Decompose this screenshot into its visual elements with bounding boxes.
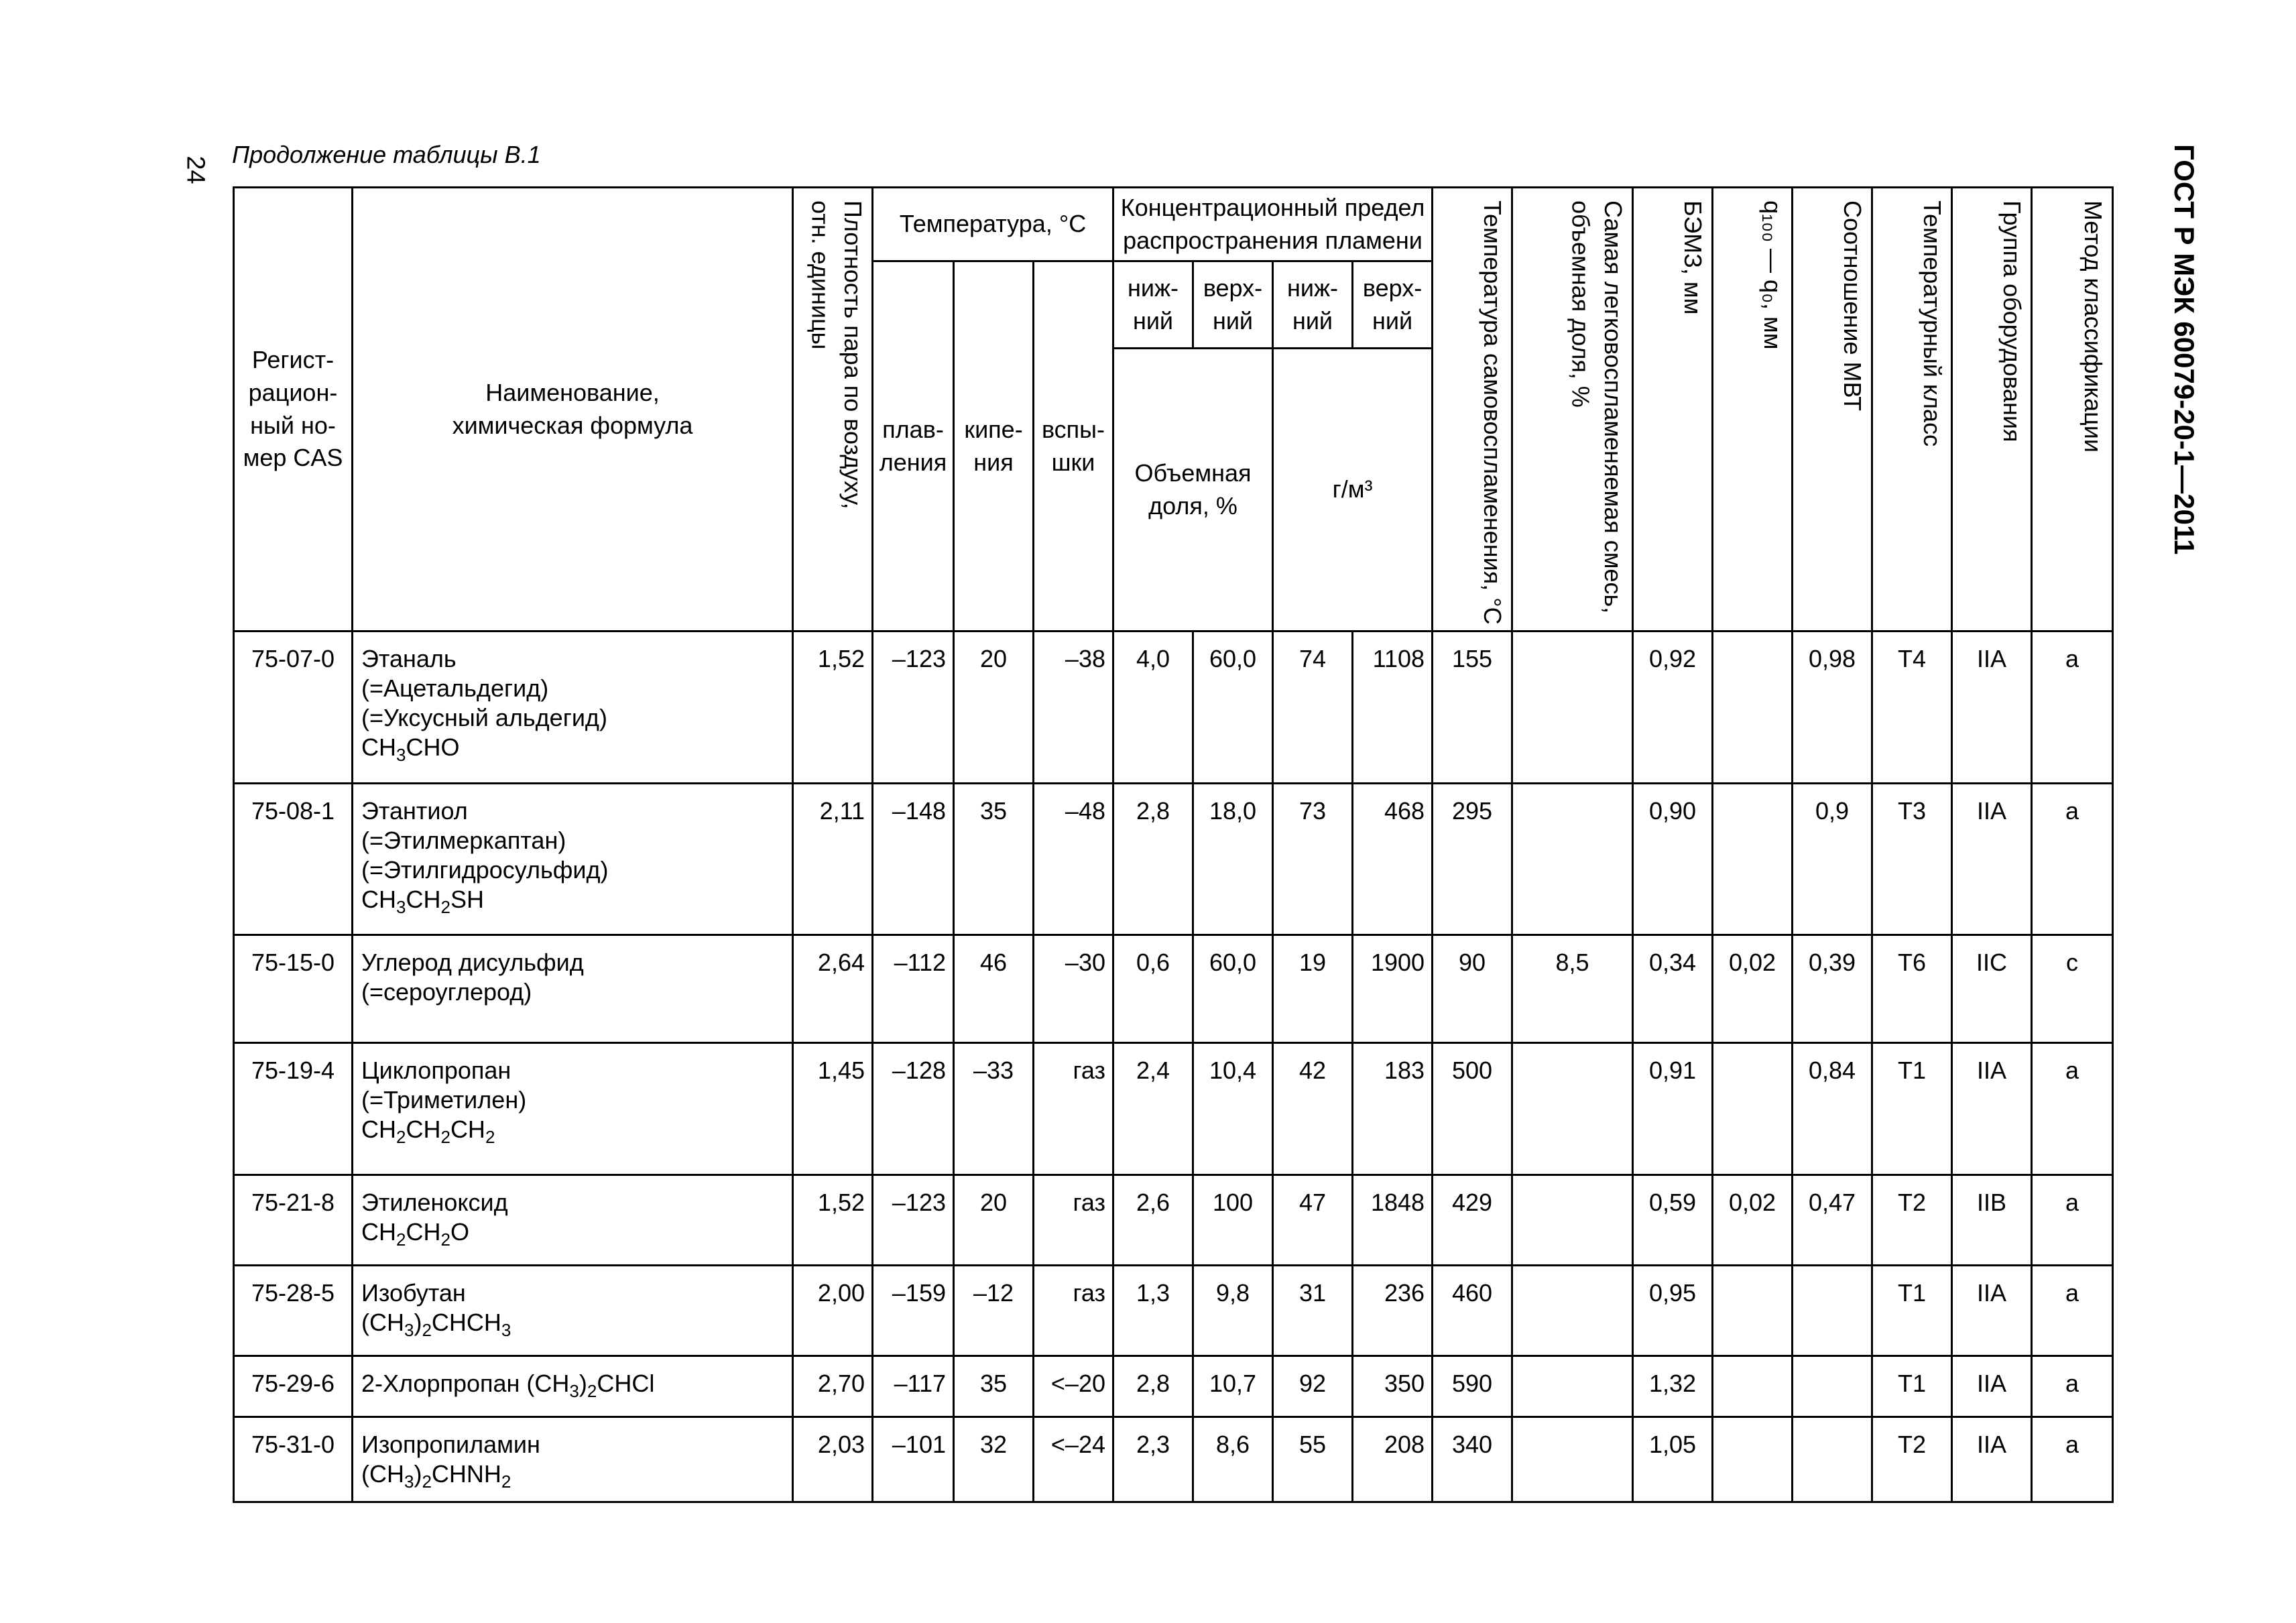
cell-lg: 74	[1273, 632, 1353, 784]
cell-ug: 183	[1353, 1043, 1433, 1175]
cell-density: 1,52	[793, 1175, 873, 1266]
cell-method: a	[2032, 1043, 2113, 1175]
cell-lg: 31	[1273, 1266, 1353, 1356]
cas-number: 75-21-8	[234, 1175, 353, 1266]
cell-melt: –123	[873, 632, 954, 784]
cell-bemz: 0,59	[1633, 1175, 1713, 1266]
cell-boil: 20	[954, 1175, 1034, 1266]
cas-number: 75-31-0	[234, 1417, 353, 1502]
cell-melt: –117	[873, 1356, 954, 1417]
cell-lg: 55	[1273, 1417, 1353, 1502]
cell-mvt: 0,84	[1793, 1043, 1872, 1175]
cell-bemz: 0,92	[1633, 632, 1713, 784]
cell-lvol: 4,0	[1113, 632, 1193, 784]
cell-auto: 460	[1433, 1266, 1512, 1356]
substance-name	[353, 1175, 793, 1266]
header-name: Наименование, химическая формула	[353, 188, 793, 632]
cell-lvol: 2,3	[1113, 1417, 1193, 1502]
cell-mix: 8,5	[1512, 935, 1633, 1043]
cell-qd	[1713, 1043, 1793, 1175]
cell-flash: –38	[1034, 632, 1113, 784]
cell-melt: –128	[873, 1043, 954, 1175]
cell-mix	[1512, 784, 1633, 935]
cell-lvol: 2,6	[1113, 1175, 1193, 1266]
header-boiling: кипе- ния	[954, 261, 1034, 632]
table-row	[234, 1175, 2113, 1266]
cell-method: a	[2032, 1266, 2113, 1356]
cell-bemz: 0,91	[1633, 1043, 1713, 1175]
substance-name	[353, 784, 793, 935]
cell-mix	[1512, 1043, 1633, 1175]
cell-mix	[1512, 1417, 1633, 1502]
cas-number: 75-07-0	[234, 632, 353, 784]
chemical-formula: $(CH_3)_2CHNH_2$	[361, 1460, 511, 1492]
header-upper-vol: верх- ний	[1193, 261, 1273, 349]
name-line: Этаналь	[361, 645, 457, 672]
data-table	[233, 186, 2114, 1503]
header-gm3: г/м³	[1273, 349, 1433, 632]
header-density: Плотность пара по воздуху, отн. единицы	[793, 188, 873, 632]
document-title	[2168, 144, 2208, 613]
cell-qd	[1713, 1417, 1793, 1502]
cell-qd	[1713, 1266, 1793, 1356]
table-row	[234, 1356, 2113, 1417]
cell-bemz: 0,90	[1633, 784, 1713, 935]
header-upper-g: верх- ний	[1353, 261, 1433, 349]
cas-number: 75-08-1	[234, 784, 353, 935]
cell-mvt	[1793, 1356, 1872, 1417]
cell-melt: –159	[873, 1266, 954, 1356]
header-bemz: БЭМЗ, мм	[1633, 188, 1713, 632]
cell-melt: –101	[873, 1417, 954, 1502]
cell-mix	[1512, 1356, 1633, 1417]
cell-uvol: 10,4	[1193, 1043, 1273, 1175]
cell-flash: <–24	[1034, 1417, 1113, 1502]
cell-flash: –30	[1034, 935, 1113, 1043]
cell-lvol: 2,8	[1113, 784, 1193, 935]
cell-mvt: 0,47	[1793, 1175, 1872, 1266]
substance-name	[353, 1043, 793, 1175]
name-line: (=Ацетальдегид)	[361, 674, 549, 702]
cell-mvt: 0,98	[1793, 632, 1872, 784]
cell-lg: 19	[1273, 935, 1353, 1043]
chemical-formula: $CH_3CH_2SH$	[361, 886, 484, 918]
cell-flash: газ	[1034, 1043, 1113, 1175]
cell-bemz: 0,34	[1633, 935, 1713, 1043]
cell-density: 1,45	[793, 1043, 873, 1175]
document-title-text: ГОСТ Р МЭК 60079-20-1—2011	[2169, 144, 2200, 555]
cell-melt: –148	[873, 784, 954, 935]
cell-boil: 46	[954, 935, 1034, 1043]
cell-mvt: 0,9	[1793, 784, 1872, 935]
cell-mvt	[1793, 1266, 1872, 1356]
header-lower-g: ниж- ний	[1273, 261, 1353, 349]
cas-number: 75-15-0	[234, 935, 353, 1043]
cell-ug: 208	[1353, 1417, 1433, 1502]
table-caption: Продолжение таблицы В.1	[232, 141, 541, 168]
header-volume-fraction: Объемная доля, %	[1113, 349, 1273, 632]
cell-qd: 0,02	[1713, 935, 1793, 1043]
cell-density: 2,64	[793, 935, 873, 1043]
cell-density: 2,03	[793, 1417, 873, 1502]
cell-lvol: 0,6	[1113, 935, 1193, 1043]
name-line: (=Уксусный альдегид)	[361, 704, 607, 731]
name-line: (=Триметилен)	[361, 1086, 527, 1114]
cas-number: 75-19-4	[234, 1043, 353, 1175]
cell-lvol: 2,4	[1113, 1043, 1193, 1175]
name-line: Углерод дисульфид	[361, 949, 584, 976]
cell-boil: 32	[954, 1417, 1034, 1502]
cell-qd	[1713, 1356, 1793, 1417]
cell-tclass: Т6	[1872, 935, 1952, 1043]
cell-uvol: 10,7	[1193, 1356, 1273, 1417]
header-melting: плав- ления	[873, 261, 954, 632]
cas-number: 75-28-5	[234, 1266, 353, 1356]
table-row	[234, 1417, 2113, 1502]
cell-flash: газ	[1034, 1175, 1113, 1266]
substance-name	[353, 1266, 793, 1356]
cell-method: a	[2032, 1356, 2113, 1417]
cell-method: c	[2032, 935, 2113, 1043]
cell-qd	[1713, 784, 1793, 935]
header-temp-class: Температурный класс	[1872, 188, 1952, 632]
cell-uvol: 60,0	[1193, 632, 1273, 784]
cell-method: a	[2032, 1175, 2113, 1266]
cell-group: IIA	[1952, 632, 2032, 784]
cell-lg: 42	[1273, 1043, 1353, 1175]
cell-ug: 350	[1353, 1356, 1433, 1417]
cell-method: a	[2032, 784, 2113, 935]
cell-tclass: Т3	[1872, 784, 1952, 935]
substance-name	[353, 632, 793, 784]
cell-auto: 90	[1433, 935, 1512, 1043]
cell-density: 1,52	[793, 632, 873, 784]
page-number: 24	[181, 156, 210, 184]
header-temperature: Температура, °С	[873, 188, 1113, 261]
cell-uvol: 60,0	[1193, 935, 1273, 1043]
header-equip-group: Группа оборудования	[1952, 188, 2032, 632]
cell-mix	[1512, 1266, 1633, 1356]
cell-group: IIB	[1952, 1175, 2032, 1266]
cell-auto: 429	[1433, 1175, 1512, 1266]
table-row	[234, 784, 2113, 935]
header-q-diff: q₁₀₀ — q₀, мм	[1713, 188, 1793, 632]
cell-tclass: Т2	[1872, 1417, 1952, 1502]
cas-number: 75-29-6	[234, 1356, 353, 1417]
name-line: 2-Хлорпропан $(CH_3)_2CHCl$	[361, 1370, 655, 1402]
cell-tclass: Т1	[1872, 1043, 1952, 1175]
chemical-formula: $(CH_3)_2CHCH_3$	[361, 1309, 511, 1341]
cell-mix	[1512, 1175, 1633, 1266]
cell-auto: 295	[1433, 784, 1512, 935]
substance-name	[353, 935, 793, 1043]
name-line: Этиленоксид	[361, 1189, 508, 1216]
cell-tclass: Т1	[1872, 1266, 1952, 1356]
cell-lvol: 2,8	[1113, 1356, 1193, 1417]
name-line: Циклопропан	[361, 1057, 511, 1084]
table-row	[234, 1266, 2113, 1356]
substance-name	[353, 1356, 793, 1417]
cell-group: IIC	[1952, 935, 2032, 1043]
header-autoignition: Температура самовоспламенения, °С	[1433, 188, 1512, 632]
cell-tclass: Т4	[1872, 632, 1952, 784]
cell-tclass: Т2	[1872, 1175, 1952, 1266]
header-method: Метод классификации	[2032, 188, 2113, 632]
cell-lg: 92	[1273, 1356, 1353, 1417]
cell-uvol: 8,6	[1193, 1417, 1273, 1502]
cell-qd: 0,02	[1713, 1175, 1793, 1266]
substance-name	[353, 1417, 793, 1502]
cell-melt: –112	[873, 935, 954, 1043]
cell-boil: –33	[954, 1043, 1034, 1175]
cell-auto: 590	[1433, 1356, 1512, 1417]
name-line: Изобутан	[361, 1279, 466, 1307]
header-mixture: Самая легковоспламеняемая смесь, объемная доля, %	[1512, 188, 1633, 632]
table-header	[234, 188, 2113, 632]
cell-bemz: 0,95	[1633, 1266, 1713, 1356]
chemical-formula: $CH_3CHO$	[361, 733, 460, 766]
table-row	[234, 1043, 2113, 1175]
header-conc-limit: Концентрационный предел распространения пламени	[1113, 188, 1433, 261]
cell-group: IIA	[1952, 1356, 2032, 1417]
cell-boil: 20	[954, 632, 1034, 784]
name-line: (=сероуглерод)	[361, 978, 532, 1006]
name-line: (=Этилмеркаптан)	[361, 827, 566, 854]
cell-flash: газ	[1034, 1266, 1113, 1356]
cell-auto: 500	[1433, 1043, 1512, 1175]
cell-mix	[1512, 632, 1633, 784]
cell-uvol: 100	[1193, 1175, 1273, 1266]
cell-ug: 1900	[1353, 935, 1433, 1043]
table-row	[234, 935, 2113, 1043]
header-cas: Регист- рацион- ный но- мер CAS	[234, 188, 353, 632]
table-body	[234, 632, 2113, 1502]
table-row	[234, 632, 2113, 784]
header-flash: вспы- шки	[1034, 261, 1113, 632]
header-mvt: Соотношение МВТ	[1793, 188, 1872, 632]
cell-density: 2,11	[793, 784, 873, 935]
cell-method: a	[2032, 1417, 2113, 1502]
cell-uvol: 9,8	[1193, 1266, 1273, 1356]
cell-bemz: 1,32	[1633, 1356, 1713, 1417]
cell-lvol: 1,3	[1113, 1266, 1193, 1356]
header-lower-vol: ниж- ний	[1113, 261, 1193, 349]
chemical-formula: $CH_2CH_2CH_2$	[361, 1116, 495, 1148]
cell-group: IIA	[1952, 1043, 2032, 1175]
cell-ug: 468	[1353, 784, 1433, 935]
cell-bemz: 1,05	[1633, 1417, 1713, 1502]
name-line: Этантиол	[361, 797, 468, 825]
cell-mvt	[1793, 1417, 1872, 1502]
chemical-formula: $CH_2CH_2O$	[361, 1218, 469, 1250]
cell-qd	[1713, 632, 1793, 784]
cell-lg: 73	[1273, 784, 1353, 935]
cell-group: IIA	[1952, 1266, 2032, 1356]
cell-ug: 236	[1353, 1266, 1433, 1356]
cell-uvol: 18,0	[1193, 784, 1273, 935]
cell-lg: 47	[1273, 1175, 1353, 1266]
cell-flash: <–20	[1034, 1356, 1113, 1417]
cell-boil: 35	[954, 1356, 1034, 1417]
cell-group: IIA	[1952, 784, 2032, 935]
cell-mvt: 0,39	[1793, 935, 1872, 1043]
cell-boil: –12	[954, 1266, 1034, 1356]
cell-density: 2,00	[793, 1266, 873, 1356]
cell-auto: 155	[1433, 632, 1512, 784]
cell-boil: 35	[954, 784, 1034, 935]
cell-auto: 340	[1433, 1417, 1512, 1502]
cell-melt: –123	[873, 1175, 954, 1266]
cell-method: a	[2032, 632, 2113, 784]
cell-group: IIA	[1952, 1417, 2032, 1502]
cell-tclass: Т1	[1872, 1356, 1952, 1417]
cell-flash: –48	[1034, 784, 1113, 935]
cell-density: 2,70	[793, 1356, 873, 1417]
name-line: Изопропиламин	[361, 1431, 540, 1458]
cell-ug: 1848	[1353, 1175, 1433, 1266]
name-line: (=Этилгидросульфид)	[361, 856, 609, 884]
cell-ug: 1108	[1353, 632, 1433, 784]
